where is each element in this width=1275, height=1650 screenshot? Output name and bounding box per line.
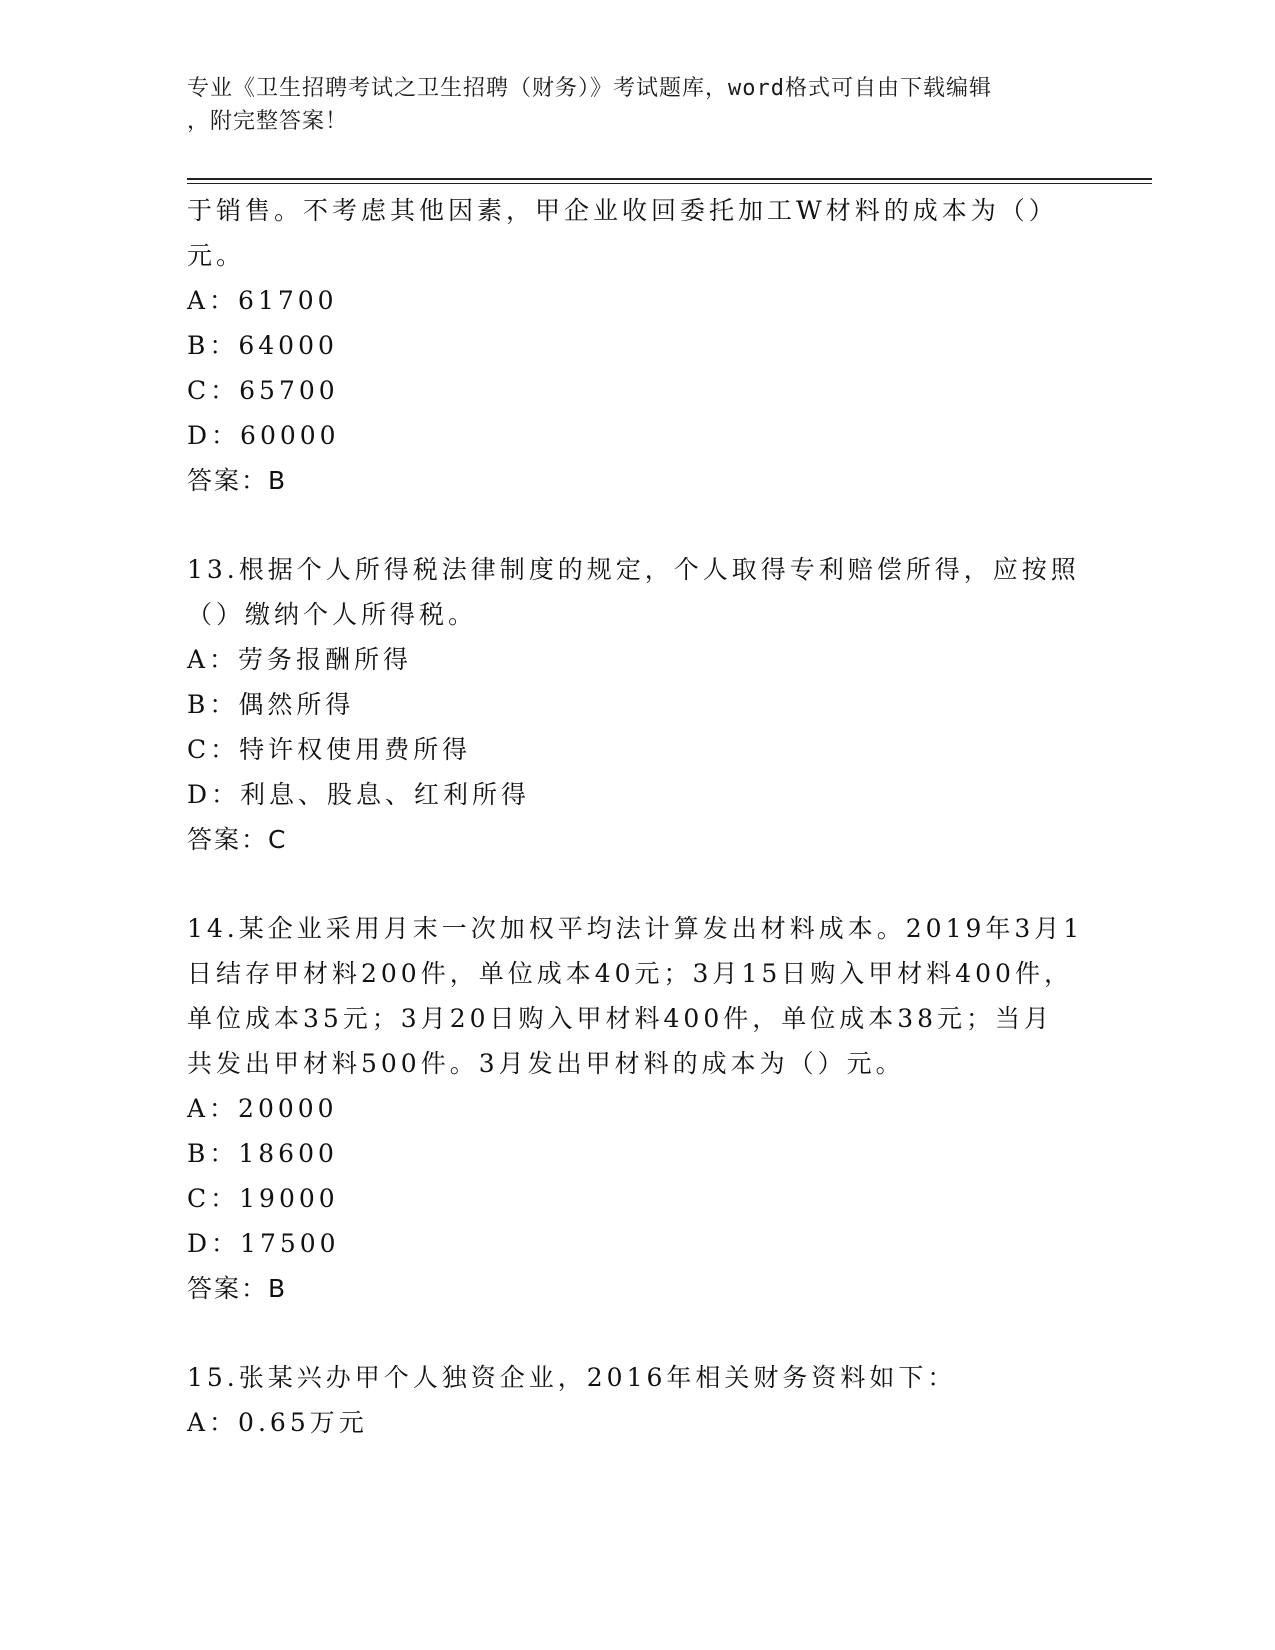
question-stem-line: 日结存甲材料200件，单位成本40元；3月15日购入甲材料400件， (187, 959, 1073, 988)
question-stem-line: （）缴纳个人所得税。 (187, 600, 478, 629)
header-line-2: ，附完整答案！ (187, 109, 349, 134)
answer-line: 答案：B (187, 466, 288, 495)
option-d: D：17500 (187, 1229, 340, 1258)
answer-line: 答案：C (187, 825, 288, 854)
option-a: A：0.65万元 (187, 1408, 368, 1437)
question-list (187, 188, 1087, 1445)
question-stem-line: 元。 (187, 241, 246, 270)
header-rule-thin (187, 183, 1152, 184)
answer-line: 答案：B (187, 1274, 288, 1303)
spacer (187, 862, 1087, 906)
option-d: D：利息、股息、红利所得 (187, 780, 531, 809)
question-14 (187, 906, 1087, 1311)
header-line-1: 专业《卫生招聘考试之卫生招聘（财务）》考试题库，word格式可自由下载编辑 (187, 76, 992, 101)
option-a: A：20000 (187, 1094, 338, 1123)
header-rule-thick (187, 178, 1152, 180)
option-c: C：特许权使用费所得 (187, 735, 472, 764)
option-a: A：61700 (187, 286, 338, 315)
question-12 (187, 188, 1087, 503)
question-stem-line: 15.张某兴办甲个人独资企业，2016年相关财务资料如下： (187, 1363, 957, 1392)
question-15 (187, 1355, 1087, 1445)
option-b: B：64000 (187, 331, 338, 360)
question-stem-line: 共发出甲材料500件。3月发出甲材料的成本为（）元。 (187, 1049, 905, 1078)
option-a: A：劳务报酬所得 (187, 645, 413, 674)
question-stem-line: 于销售。不考虑其他因素，甲企业收回委托加工W材料的成本为（） (187, 196, 1058, 225)
document-header (187, 72, 1087, 138)
spacer (187, 1311, 1087, 1355)
question-stem-line: 单位成本35元；3月20日购入甲材料400件，单位成本38元；当月 (187, 1004, 1054, 1033)
question-stem-line: 14.某企业采用月末一次加权平均法计算发出材料成本。2019年3月1 (187, 914, 1084, 943)
option-b: B：偶然所得 (187, 690, 355, 719)
question-stem-line: 13.根据个人所得税法律制度的规定，个人取得专利赔偿所得，应按照 (187, 555, 1080, 584)
question-13 (187, 547, 1087, 862)
option-d: D：60000 (187, 421, 340, 450)
option-b: B：18600 (187, 1139, 338, 1168)
option-c: C：65700 (187, 376, 339, 405)
spacer (187, 503, 1087, 547)
option-c: C：19000 (187, 1184, 339, 1213)
